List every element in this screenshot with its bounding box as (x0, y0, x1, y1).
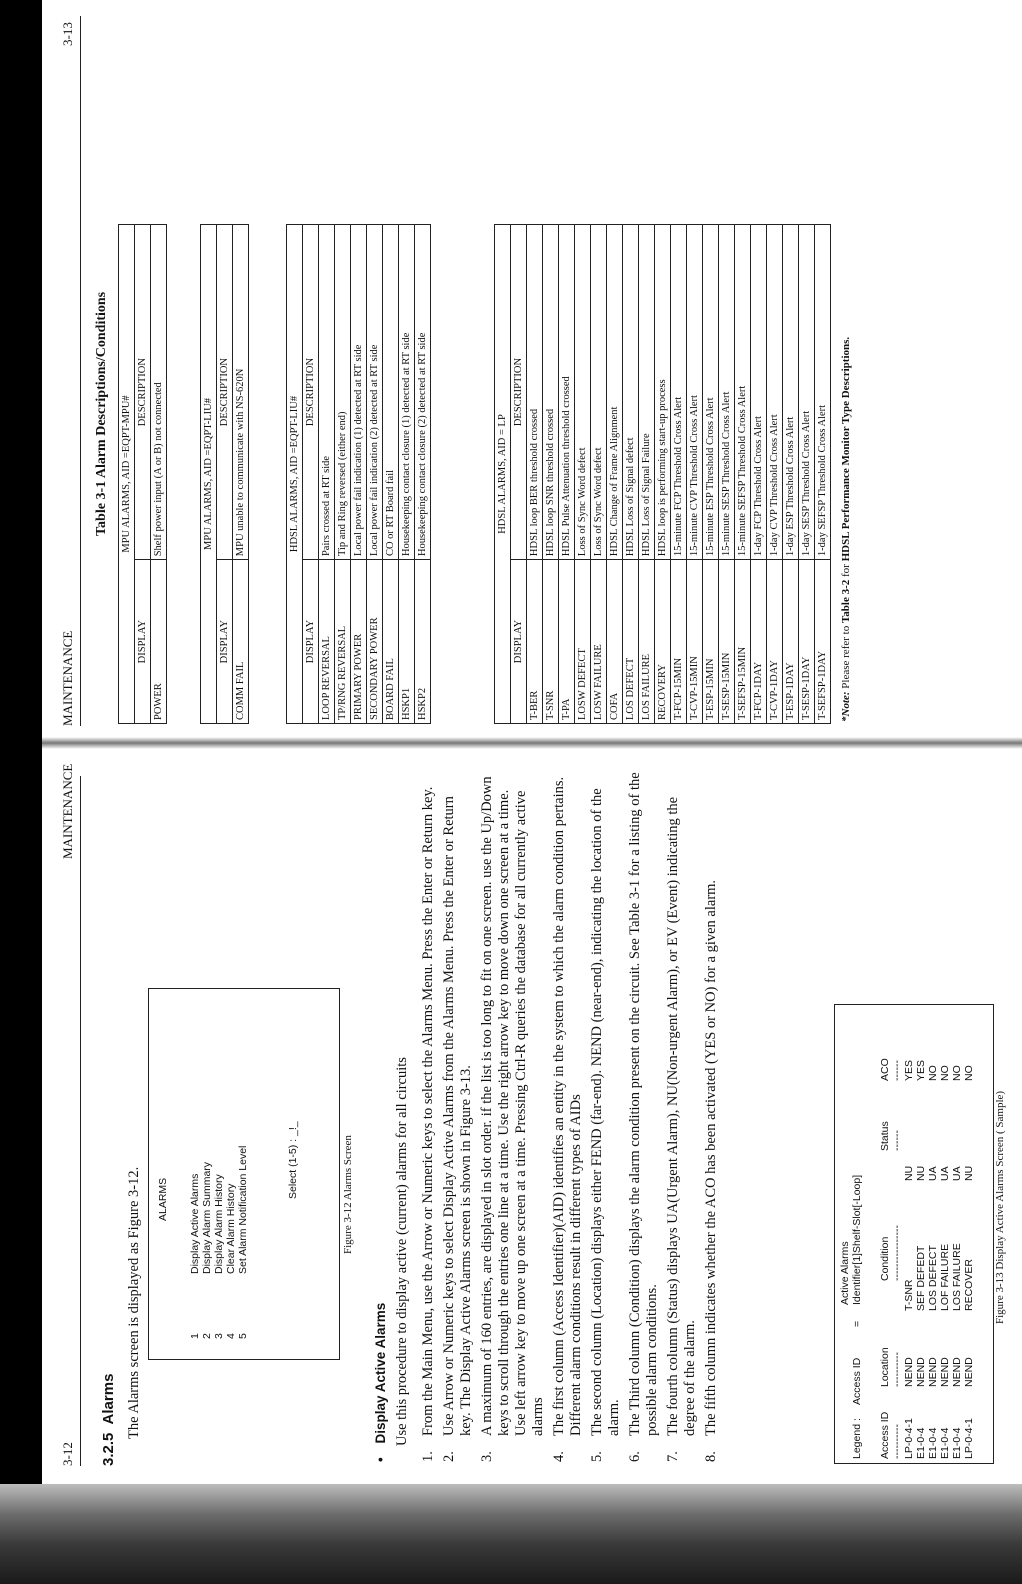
table-row: E1-0-4 NEND LOS DEFECT UA NO (927, 1065, 939, 1459)
col-description: DESCRIPTION (217, 225, 233, 560)
table-row: RECOVERY HDSL loop is performing start-up process (655, 225, 671, 724)
right-header-title: MAINTENANCE (60, 630, 75, 726)
col-display: DISPLAY (217, 560, 233, 724)
table-row: T-FCP-1DAY 1-day FCP Threshold Cross Alert (751, 225, 767, 724)
table-row: T-ESP-15MIN 15-minute ESP Threshold Cross Alert (703, 225, 719, 724)
table-row: T-SEFSP-1DAY 1-day SEFSP Threshold Cross Alert (815, 225, 831, 724)
select-prompt: Select (1-5) : _!_ (287, 1121, 299, 1199)
table-row: SECONDARY POWER Local power fail indication (2) detected at RT side (367, 225, 383, 724)
table-row: BOARD FAIL CO or RT Board fail (383, 225, 399, 724)
table-row: T-BER HDSL loop BER threshold crossed (527, 225, 543, 724)
table-row: T-PA HDSL Pulse Attenuation threshold crossed (559, 225, 575, 724)
table-row: T-CVP-1DAY 1-day CVP Threshold Cross Alert (767, 225, 783, 724)
active-alarms-figure (834, 1004, 994, 1464)
list-item: 6. The Third column (Condition) displays the alarm condition present on the circuit. See Table 3-1 for a listing of the possible alarm conditions. (627, 772, 660, 1462)
active-alarms-title: Active Alarms (839, 1241, 851, 1305)
table-row: COMM FAIL MPU unable to communicate with NS-620N (233, 225, 249, 724)
table-row: T-FCP-15MIN 15-minute FCP Threshold Cross Alert (671, 225, 687, 724)
col-description: DESCRIPTION (511, 225, 527, 560)
table-header: Access ID Location Condition Status ACO (879, 1058, 891, 1459)
section-title: Alarms (100, 1373, 117, 1425)
left-page (42, 744, 1022, 1484)
list-item: 1. From the Main Menu, use the Arrow or Numeric keys to select the Alarms Menu. Press the Enter or Return key. (420, 786, 436, 1462)
table-row: TP/RNG REVERSAL Tip and Ring reversed (either end) (335, 225, 351, 724)
right-header-rule (80, 16, 81, 726)
col-display: DISPLAY (511, 560, 527, 724)
list-item: 3. A maximum of 160 entries, are displayed in slot order. if the list is too long to fit on one screen. use the Up/Down keys to scroll through the entries one line at a time. Use the right arrow key to move down one screen at a time. Use left arrow key to move up one screen at a time. Pressing Ctrl-R queries the database for all currently active alarms (479, 776, 546, 1462)
hdsl-alarms-lp-table (494, 224, 831, 724)
table-row: T-SESP-15MIN 15-minute SESP Threshold Cross Alert (719, 225, 735, 724)
note-prefix: *Note: (840, 691, 852, 722)
hdsl-alarms-liu-table (286, 224, 431, 724)
group-title: HDSL ALARMS, AID = LP (495, 225, 511, 724)
group-title: MPU ALARMS, AID =EQPT-LIU# (201, 225, 217, 724)
alarms-menu-figure (148, 988, 340, 1360)
bullet-title: Display Active Alarms (373, 1302, 388, 1444)
col-display: DISPLAY (303, 560, 319, 724)
legend-eq: = (851, 1320, 863, 1327)
list-item: 7. The fourth column (Status) displays UA(Urgent Alarm), NU(Non-urgent Alarm), or EV (Event) indicating the degree of the alarm. (665, 796, 698, 1462)
table-row: PRIMARY POWER Local power fail indication (1) detected at RT side (351, 225, 367, 724)
list-item: 8. The fifth column indicates whether the ACO has been activated (YES or NO) for a given alarm. (703, 879, 719, 1462)
col-description: DESCRIPTION (303, 225, 319, 560)
legend-aid: Access ID (851, 1357, 863, 1405)
list-item: 2. Use Arrow or Numeric keys to select Display Active Alarms from the Alarms Menu. Press the Enter or Return key. The Display Active Alarms screen is shown in Figure 3-13. (441, 796, 474, 1462)
scan-dark-edge (0, 0, 42, 1484)
page-gutter (42, 737, 1022, 749)
table-row: E1-0-4 NEND SEF DEFEDT NU YES (915, 1059, 927, 1459)
table-row: T-SEFSP-15MIN 15-minute SEFSP Threshold Cross Alert (735, 225, 751, 724)
group-title: HDSL ALARMS, AID =EQPT-LIU# (287, 225, 303, 724)
left-header-rule (80, 776, 81, 1466)
right-page (42, 0, 1022, 736)
section-heading (100, 1374, 117, 1466)
note-mid: for (840, 564, 852, 577)
table-row: LOOP REVERSAL Pairs crossed at RT side (319, 225, 335, 724)
figure-3-13-caption: Figure 3-13 Display Active Alarms Screen ( Sample) (994, 1090, 1006, 1324)
table-row: LOSW DEFECT Loss of Sync Word defect (575, 225, 591, 724)
table-row: E1-0-4 NEND LOS FAILURE UA NO (951, 1065, 963, 1459)
figure-3-12-caption: Figure 3-12 Alarms Screen (342, 1135, 354, 1254)
bullet-intro: Use this procedure to display active (current) alarms for all circuits (394, 1057, 410, 1446)
table-row: LP-0-4-1 NEND RECOVER NU NO (963, 1065, 975, 1459)
section-number: 3.2.5 (100, 1432, 117, 1466)
table-row: T-ESP-1DAY 1-day ESP Threshold Cross Alert (783, 225, 799, 724)
table-row: T-SNR HDSL loop SNR threshold crossed (543, 225, 559, 724)
legend-format: Identifier[1]Shelf-Slot[-Loop] (851, 1174, 863, 1305)
table-note (840, 337, 852, 722)
table-title: Table 3-1 Alarm Descriptions/Conditions (94, 291, 109, 536)
note-bold: HDSL Performance Monitor Type Descriptions. (840, 336, 852, 562)
table-row: E1-0-4 NEND LOF FAILURE UA NO (939, 1065, 951, 1459)
menu-item: 4 Clear Alarm History (225, 1183, 237, 1339)
table-row: LOSW FAILURE Loss of Sync Word defect (591, 225, 607, 724)
intro-text: The Alarms screen is displayed as Figure 3-12. (126, 1166, 142, 1439)
legend-label: Legend : (851, 1418, 863, 1459)
bullet-icon: • (373, 1457, 388, 1462)
menu-title: ALARMS (157, 1177, 169, 1221)
list-item: 5. The second column (Location) displays either FEND (far-end). NEND (near-end), indicating the location of the alarm. (589, 788, 622, 1462)
list-item: 4. The first column (Access Identifier)(AID) identifies an entity in the system to which the alarm condition pertains. Different alarm conditions result in different types of AIDs (551, 776, 584, 1462)
table-row: HSKP1 Housekeeping contact closure (1) detected at RT side (399, 225, 415, 724)
col-display: DISPLAY (135, 560, 151, 724)
left-header-title: MAINTENANCE (60, 763, 75, 859)
mpu-alarms-table-2 (200, 224, 249, 724)
bullet-heading (372, 1303, 389, 1462)
procedure-steps (420, 772, 724, 1462)
left-page-number: 3-12 (60, 1442, 75, 1466)
note-text: Please refer to (840, 625, 852, 689)
menu-item: 3 Display Alarm History (213, 1174, 225, 1339)
menu-item: 2 Display Alarm Summary (201, 1161, 213, 1339)
table-row: LP-0-4-1 NEND T-SNR NU YES (903, 1059, 915, 1459)
menu-items (189, 999, 249, 1339)
menu-item: 1 Display Active Alarms (189, 1173, 201, 1339)
note-ref: Table 3-2 (840, 579, 852, 624)
table-row: HSKP2 Housekeeping contact closure (2) detected at RT side (415, 225, 431, 724)
right-page-number: 3-13 (60, 22, 75, 46)
table-row: LOS FAILURE HDSL Loss of Signal Failure (639, 225, 655, 724)
scan-shadow-edge (0, 1484, 1022, 1584)
table-row: POWER Shelf power input (A or B) not connected (151, 225, 167, 724)
active-alarms-table (879, 1031, 975, 1459)
menu-item: 5 Set Alarm Notification Level (237, 1145, 249, 1339)
group-title: MPU ALARMS, AID =EQPT-MPU# (119, 225, 135, 724)
legend-line (851, 1175, 863, 1459)
table-row: COFA HDSL Change of Frame Alignment (607, 225, 623, 724)
table-dashes: ---------- ---------- ---------------- ------ ------ (891, 1060, 903, 1459)
table-row: LOS DEFECT HDSL Loss of Signal defect (623, 225, 639, 724)
table-row: T-CVP-15MIN 15-minute CVP Threshold Cross Alert (687, 225, 703, 724)
table-row: T-SESP-1DAY 1-day SESP Threshold Cross Alert (799, 225, 815, 724)
col-description: DESCRIPTION (135, 225, 151, 560)
mpu-alarms-table-1 (118, 224, 167, 724)
